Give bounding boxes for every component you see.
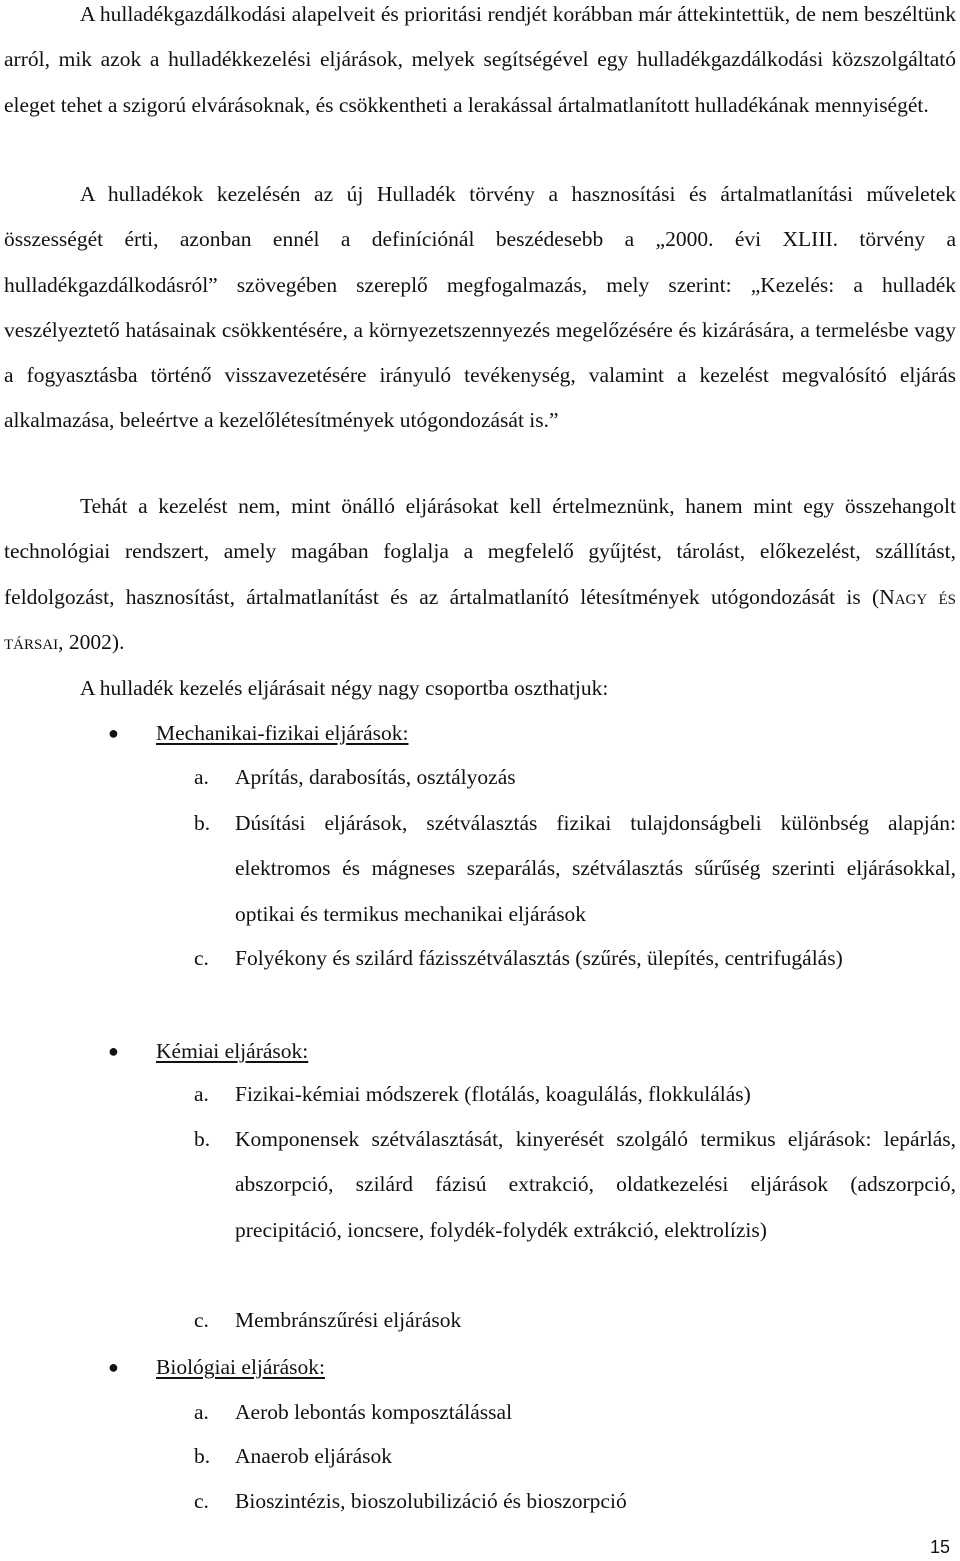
item-text: Fizikai-kémiai módszerek (flotálás, koagulálás, flokkulálás) xyxy=(235,1082,751,1106)
paragraph-1: A hulladékgazdálkodási alapelveit és prioritási rendjét korábban már áttekintettük, de nem beszéltünk arról, mik azok a hulladékkezelési eljárások, melyek segítségével egy hulladékgazdálkodási közszolgáltató eleget tehet a szigorú elvárásoknak, és csökkentheti a lerakással ártalmatlanított hulladékának mennyiségét. xyxy=(4,2,956,117)
page-number: 15 xyxy=(930,1537,951,1557)
category-label: Kémiai eljárások: xyxy=(156,1039,309,1063)
item-text: Membránszűrési eljárások xyxy=(235,1308,462,1332)
list-item xyxy=(194,1298,956,1343)
item-letter: a. xyxy=(194,1400,209,1424)
item-letter: b. xyxy=(194,1127,211,1151)
list-item xyxy=(194,1390,956,1435)
list-item xyxy=(194,1117,956,1253)
list-item xyxy=(194,1479,956,1524)
paragraph-3 xyxy=(4,484,956,665)
intro-sentence: A hulladék kezelés eljárásait négy nagy csoportba oszthatjuk: xyxy=(80,676,609,700)
item-letter: a. xyxy=(194,765,209,789)
list-item xyxy=(194,1434,956,1479)
item-text: Anaerob eljárások xyxy=(235,1444,392,1468)
list-item xyxy=(194,801,956,937)
item-letter: a. xyxy=(194,1082,209,1106)
item-letter: c. xyxy=(194,1308,209,1332)
bullet-icon: ● xyxy=(108,1357,119,1377)
paragraph-3-text: Tehát a kezelést nem, mint önálló eljárásokat kell értelmeznünk, hanem mint egy összehangolt technológiai rendszert, amely magában foglalja a megfelelő gyűjtést, tárolást, előkezelést, szállítást, feldolgozást, hasznosítást, ártalmatlanítást és az ártalmatlanító létesítmények utógondozását is ( xyxy=(4,494,956,609)
item-text: Aerob lebontás komposztálással xyxy=(235,1400,513,1424)
item-text: Dúsítási eljárások, szétválasztás fizikai tulajdonságbeli különbség alapján: elektromos és mágneses szeparálás, szétválasztás sűrűség szerinti eljárásokkal, optikai és termikus mechanikai eljárások xyxy=(235,811,956,926)
category-label: Mechanikai-fizikai eljárások: xyxy=(156,721,409,745)
item-text: Aprítás, darabosítás, osztályozás xyxy=(235,765,516,789)
list-item xyxy=(194,755,956,800)
category-label: Biológiai eljárások: xyxy=(156,1355,325,1379)
item-text: Komponensek szétválasztását, kinyerését szolgáló termikus eljárások: lepárlás, abszorpció, szilárd fázisú extrakció, oldatkezelési eljárások (adszorpció, precipitáció, ioncsere, folydék-folydék extrákció, elektrolízis) xyxy=(235,1127,956,1242)
item-letter: c. xyxy=(194,946,209,970)
item-text: Bioszintézis, bioszolubilizáció és bioszorpció xyxy=(235,1489,627,1513)
item-text: Folyékony és szilárd fázisszétválasztás (szűrés, ülepítés, centrifugálás) xyxy=(235,946,843,970)
item-letter: c. xyxy=(194,1489,209,1513)
paragraph-2: A hulladékok kezelésén az új Hulladék törvény a hasznosítási és ártalmatlanítási műveletek összességét érti, azonban ennél a definíciónál beszédesebb a „2000. évi XLIII. törvény a hulladékgazdálkodásról” szövegében szereplő megfogalmazás, mely szerint: „Kezelés: a hulladék veszélyeztető hatásainak csökkentésére, a környezetszennyezés megelőzésére és kizárására, a termelésbe vagy a fogyasztásba történő visszavezetésére irányuló tevékenység, valamint a kezelést megvalósító eljárás alkalmazása, beleértve a kezelőlétesítmények utógondozását is.” xyxy=(4,182,956,433)
citation-year: , 2002). xyxy=(58,629,125,654)
list-item xyxy=(194,1072,956,1117)
item-letter: b. xyxy=(194,1444,211,1468)
list-item xyxy=(194,936,956,981)
citation-authors: Nagy és társai xyxy=(4,584,956,654)
bullet-icon: ● xyxy=(108,1041,119,1061)
item-letter: b. xyxy=(194,811,211,835)
bullet-icon: ● xyxy=(108,723,119,743)
